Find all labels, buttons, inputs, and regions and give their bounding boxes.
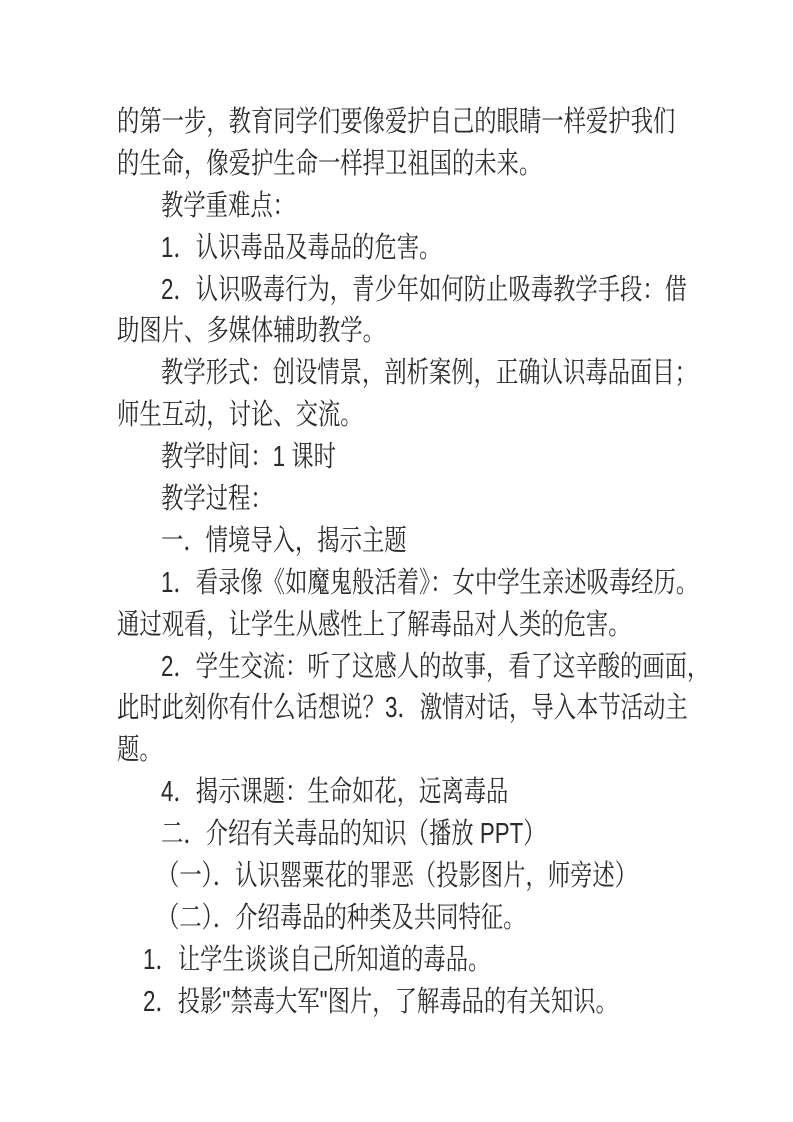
text-line-content: 教学重难点： xyxy=(161,189,295,222)
text-line xyxy=(117,479,773,521)
text-line xyxy=(117,814,773,856)
text-line xyxy=(117,102,773,144)
text-line xyxy=(117,395,773,437)
text-line xyxy=(117,772,773,814)
text-line xyxy=(117,982,773,1024)
text-line-content: 1．认识毒品及毒品的危害。 xyxy=(161,231,442,264)
text-line xyxy=(117,730,773,772)
text-line xyxy=(117,856,773,898)
text-line xyxy=(117,647,773,689)
text-line xyxy=(117,688,773,730)
text-line-content: 此时此刻你有什么话想说？3．激情对话，导入本节活动主 xyxy=(117,692,688,725)
text-line-content: 教学形式：创设情景，剖析案例，正确认识毒品面目； xyxy=(161,357,697,390)
text-line-content: 助图片、多媒体辅助教学。 xyxy=(117,315,385,348)
text-line-content: 2．学生交流：听了这感人的故事，看了这辛酸的画面， xyxy=(161,650,710,683)
text-line-content: 通过观看，让学生从感性上了解毒品对人类的危害。 xyxy=(117,608,631,641)
text-line xyxy=(117,898,773,940)
text-line xyxy=(117,311,773,353)
text-line-content: 教学过程： xyxy=(161,483,273,516)
text-line-content: 的生命，像爱护生命一样捍卫祖国的未来。 xyxy=(117,147,542,180)
text-line-content: 师生互动，讨论、交流。 xyxy=(117,399,363,432)
text-line xyxy=(117,144,773,186)
text-line-content: 1．让学生谈谈自己所知道的毒品。 xyxy=(143,943,491,976)
text-line xyxy=(117,563,773,605)
text-line xyxy=(117,605,773,647)
text-line-content: 题。 xyxy=(117,734,162,767)
text-line xyxy=(117,270,773,312)
text-line-content: 2．投影"禁毒大军"图片，了解毒品的有关知识。 xyxy=(143,985,618,1018)
text-line-content: 2．认识吸毒行为，青少年如何防止吸毒教学手段：借 xyxy=(161,273,688,306)
text-line xyxy=(117,437,773,479)
text-line xyxy=(117,940,773,982)
text-line-content: （二）．介绍毒品的种类及共同特征。 xyxy=(157,901,526,934)
text-line-content: 4．揭示课题：生命如花，远离毒品 xyxy=(161,776,509,809)
text-line xyxy=(117,521,773,563)
text-line-content: 1．看录像《如魔鬼般活着》：女中学生亲述吸毒经历。 xyxy=(161,566,699,599)
text-line-content: 二．介绍有关毒品的知识（播放 PPT） xyxy=(161,818,546,851)
text-line-content: 一．情境导入，揭示主题 xyxy=(161,524,407,557)
text-line-content: 的第一步，教育同学们要像爱护自己的眼睛一样爱护我们 xyxy=(117,106,676,138)
text-line xyxy=(117,353,773,395)
text-line xyxy=(117,186,773,228)
text-line xyxy=(117,228,773,270)
text-line-content: 教学时间：1 课时 xyxy=(161,441,336,474)
text-line-content: （一）．认识罂粟花的罪恶（投影图片，师旁述） xyxy=(157,860,638,893)
